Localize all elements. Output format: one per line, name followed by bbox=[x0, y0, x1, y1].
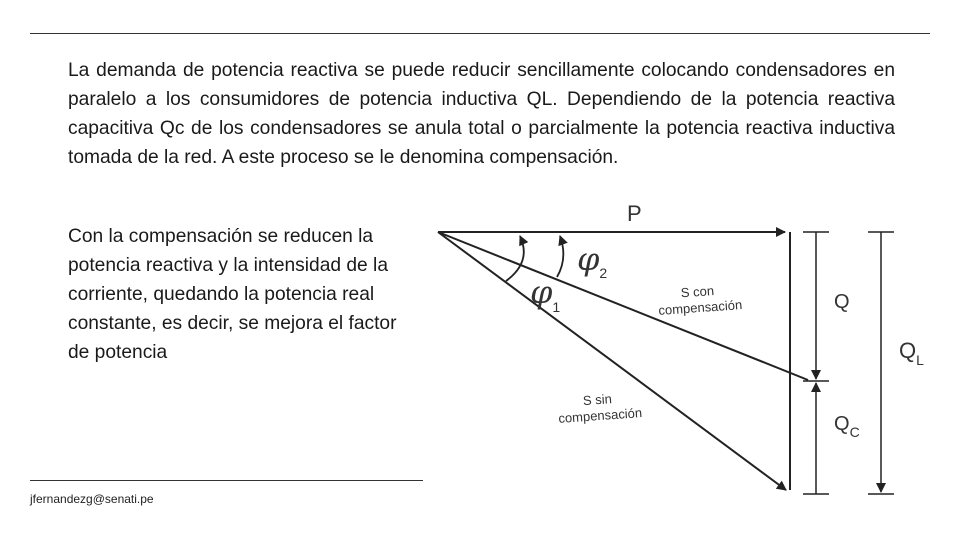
s-con-vector bbox=[438, 232, 808, 380]
label-s-sin: S sin compensación bbox=[557, 391, 643, 426]
label-ql: $Q_L$ bbox=[899, 338, 924, 368]
label-p: P bbox=[627, 201, 642, 226]
phi2-arc bbox=[557, 236, 563, 277]
phi1-arc bbox=[506, 236, 524, 281]
label-phi2: $\varphi_2$ bbox=[577, 240, 608, 281]
paragraph-compensation: Con la compensación se reducen la potencia reactiva y la intensidad de la corriente, quedando la potencia real constante, es decir, se mejora el factor de potencia bbox=[68, 226, 397, 363]
paragraph-intro: La demanda de potencia reactiva se puede reducir sencillamente colocando condensadores en paralelo a los consumidores de potencia inductiva QL. Dependiendo de la potencia reactiva capacitiva Qc de los condensadores se anula total o parcialmente la potencia reactiva inductiva tomada de la red. A este proceso se le denomina compensación. bbox=[68, 60, 895, 168]
label-qc: $Q_C$ bbox=[834, 413, 860, 440]
footer-divider bbox=[30, 480, 423, 481]
s-sin-vector bbox=[438, 232, 786, 490]
label-q: Q bbox=[834, 291, 850, 313]
label-phi1: $\varphi_1$ bbox=[530, 273, 561, 315]
footer-email: jfernandezg@senati.pe bbox=[30, 492, 154, 506]
label-s-con: S con compensación bbox=[657, 283, 743, 318]
